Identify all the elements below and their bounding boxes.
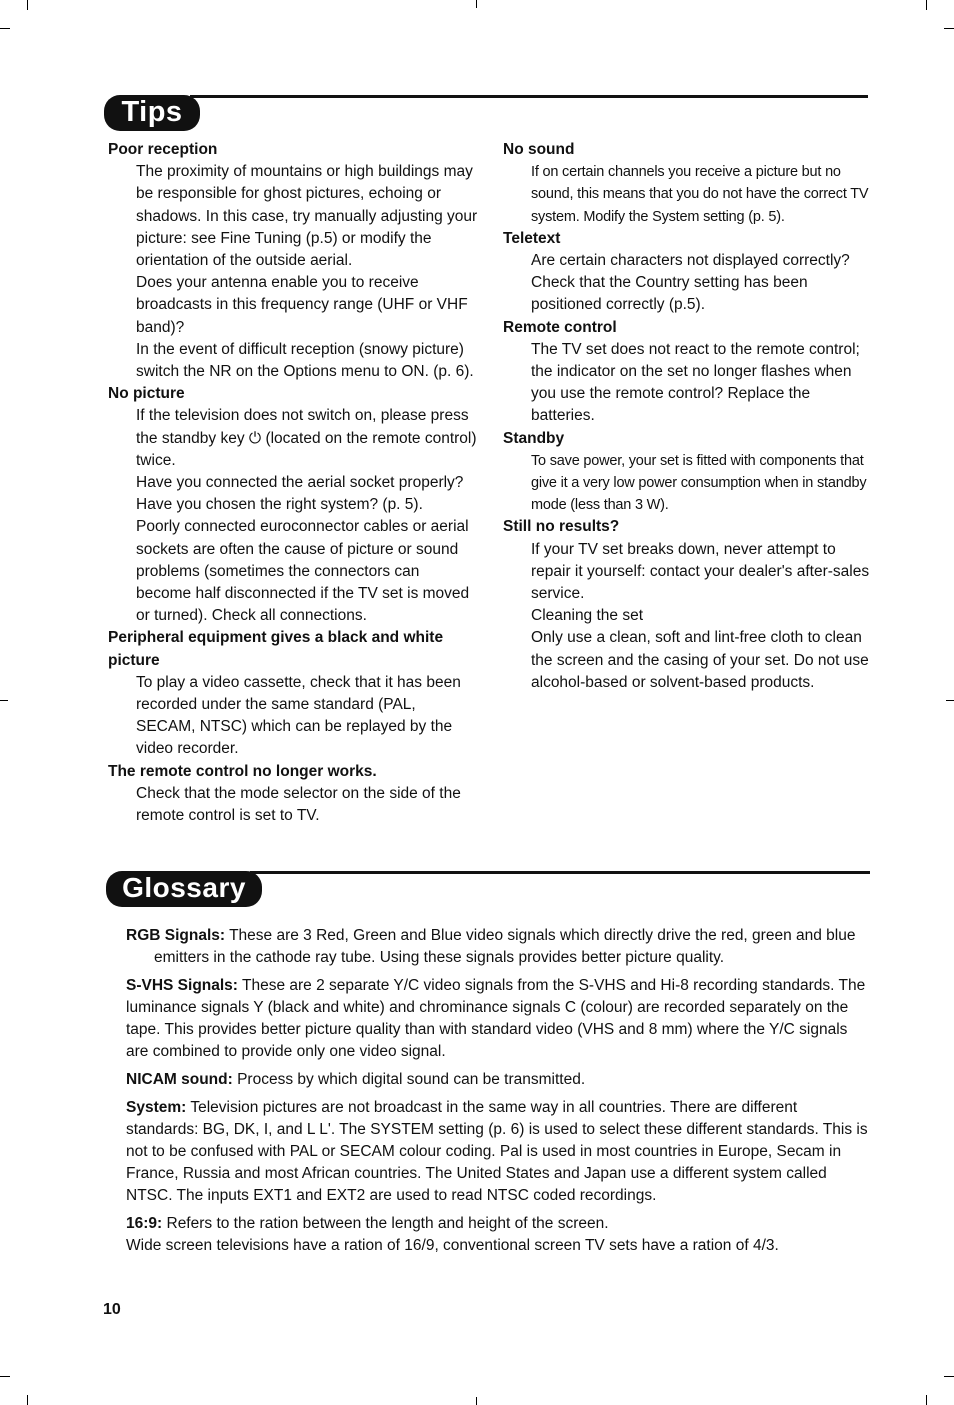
tip-body [531, 250, 873, 317]
tips-rule [190, 95, 868, 98]
tip-body [531, 450, 873, 517]
glossary-definition: Refers to the ration between the length and height of the screen. [162, 1215, 609, 1232]
tips-heading: Tips [104, 95, 200, 131]
tip-title: No picture [108, 385, 185, 403]
tip-paragraph: Cleaning the set [531, 607, 644, 625]
tip-item [108, 139, 478, 383]
tip-item [108, 761, 478, 828]
crop-mark [0, 1376, 10, 1377]
glossary-term: System: [126, 1099, 187, 1116]
crop-mark [476, 1397, 477, 1405]
tip-item [503, 516, 873, 694]
tip-title: Still no results? [503, 518, 620, 536]
crop-mark [0, 28, 10, 29]
tip-paragraph: If on certain channels you receive a picture but no sound, this means that you do not have the correct TV system. Modify the System setting (p. 5). [531, 164, 869, 225]
tip-item [503, 228, 873, 317]
tip-paragraph: The proximity of mountains or high buildings may be responsible for ghost pictures, echoing or shadows. In this case, try manually adjusting your picture: see Fine Tuning (p.5) or modify the orientation of the outside aerial. [136, 163, 478, 270]
crop-mark [946, 700, 954, 701]
tip-paragraph: Are certain characters not displayed correctly? Check that the Country setting has been positioned correctly (p.5). [531, 252, 850, 314]
tip-body [136, 161, 478, 383]
glossary-term: NICAM sound: [126, 1071, 233, 1088]
tip-paragraph: Poorly connected euroconnector cables or aerial sockets are often the cause of picture or sound problems (sometimes the connectors can become half disconnected if the TV set is moved or turned). Check all connections. [136, 518, 470, 625]
glossary-term: RGB Signals: [126, 927, 226, 944]
tips-left-column [108, 139, 478, 827]
crop-mark [27, 0, 28, 10]
tip-title: No sound [503, 141, 575, 158]
glossary-extra: Wide screen televisions have a ration of 16/9, conventional screen TV sets have a ration of 4/3. [126, 1237, 779, 1254]
glossary-entry [126, 1097, 870, 1207]
tip-item [503, 139, 873, 228]
glossary-definition: These are 2 separate Y/C video signals from the S-VHS and Hi-8 recording standards. The luminance signals Y (black and white) and chrominance signals C (colour) are recorded separately on the tape. This provides better picture quality than with standard video (VHS and 8 mm) where the Y/C signals are combined to provide only one video signal. [126, 977, 866, 1060]
tip-paragraph: If your TV set breaks down, never attempt to repair it yourself: contact your dealer's after-sales service. [531, 540, 870, 603]
tip-item [108, 627, 478, 760]
crop-mark [27, 1395, 28, 1405]
tip-title: Remote control [503, 318, 617, 336]
tip-paragraph: Does your antenna enable you to receive broadcasts in this frequency range (UHF or VHF band)? [136, 274, 468, 336]
glossary-definition: Television pictures are not broadcast in the same way in all countries. There are different standards: BG, DK, I, and L L'. The SYSTEM setting (p. 6) is used to select these different standards. This is not to be confused with PAL or SECAM colour coding. Pal is used in most countries in Europe, Secam in France, Russia and most African countries. The United States and Japan use a different system called NTSC. The inputs EXT1 and EXT2 are used to read NTSC coded recordings. [126, 1099, 868, 1204]
glossary-definition: These are 3 Red, Green and Blue video signals which directly drive the red, green and blue emitters in the cathode ray tube. Using these signals provides better picture quality. [154, 927, 856, 966]
tip-paragraph: To play a video cassette, check that it has been recorded under the same standard (PAL, SECAM, NTSC) which can be replayed by the video recorder. [136, 673, 461, 758]
tip-item [503, 428, 873, 517]
tip-title: The remote control no longer works. [108, 762, 377, 780]
tip-paragraph: Have you connected the aerial socket properly? [136, 474, 464, 492]
tip-body [136, 405, 478, 627]
tip-paragraph: Check that the mode selector on the side of the remote control is set to TV. [136, 784, 461, 825]
glossary-heading: Glossary [106, 871, 262, 907]
tip-title: Poor reception [108, 141, 218, 158]
crop-mark [926, 0, 927, 10]
tip-paragraph: Have you chosen the right system? (p. 5). [136, 496, 423, 514]
tip-paragraph: In the event of difficult reception (snowy picture) switch the NR on the Options menu to ON. (p. 6). [136, 340, 474, 381]
glossary-term: 16:9: [126, 1215, 163, 1232]
tip-body [531, 539, 873, 694]
page-number: 10 [103, 1301, 121, 1318]
glossary-rule [250, 871, 870, 874]
crop-mark [0, 700, 8, 701]
crop-mark [944, 1376, 954, 1377]
tip-paragraph: Only use a clean, soft and lint-free cloth to clean the screen and the casing of your set. Do not use alcohol-based or solvent-based products. [531, 629, 869, 691]
glossary-entry [126, 925, 870, 969]
tip-paragraph: To save power, your set is fitted with components that give it a very low power consumption when in standby mode (less than 3 W). [531, 452, 867, 514]
tip-body [136, 783, 478, 827]
glossary-entry [126, 1069, 870, 1091]
glossary-entry [126, 1213, 870, 1257]
crop-mark [476, 0, 477, 8]
tip-body [531, 339, 873, 428]
tip-paragraph: The TV set does not react to the remote control; the indicator on the set no longer flashes when you use the remote control? Replace the batteries. [531, 340, 860, 425]
glossary-term: S-VHS Signals: [126, 977, 238, 994]
tip-title: Peripheral equipment gives a black and white picture [108, 629, 444, 669]
tip-item [503, 317, 873, 428]
tip-paragraph: If the television does not switch on, please press the standby key ⏻ (located on the remote control) twice. [136, 407, 477, 469]
glossary-list [126, 925, 870, 1263]
tip-item [108, 383, 478, 627]
tip-body [531, 161, 873, 228]
tip-title: Standby [503, 429, 565, 447]
crop-mark [926, 1395, 927, 1405]
tip-title: Teletext [503, 229, 561, 247]
tips-right-column [503, 139, 873, 694]
tip-body [136, 672, 478, 761]
crop-mark [944, 28, 954, 29]
glossary-entry [126, 975, 870, 1063]
glossary-definition: Process by which digital sound can be transmitted. [232, 1071, 586, 1088]
